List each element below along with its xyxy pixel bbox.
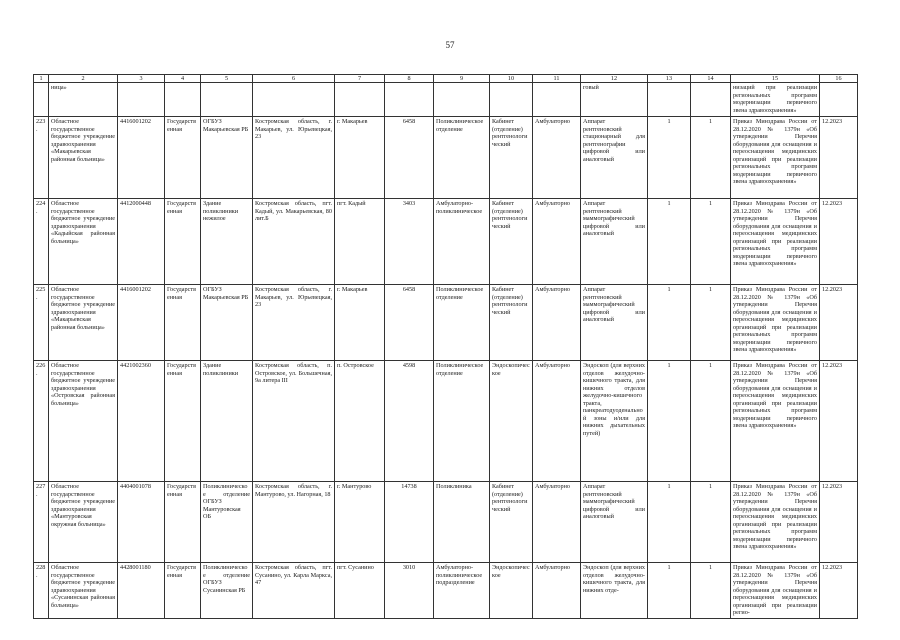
room-cell: Кабинет (отделение) рентгенологический <box>490 199 533 285</box>
ownership-cell: Государственная <box>165 482 201 563</box>
header-cell: 16 <box>820 75 858 83</box>
department-cell: Поликлиническое отделение <box>434 285 490 361</box>
deadline-cell: 12.2023 <box>820 482 858 563</box>
building-cell: ОГБУЗ Макарьевская РБ <box>201 117 253 199</box>
ownership-cell: Государственная <box>165 199 201 285</box>
inn-cell: 4421002360 <box>118 361 165 482</box>
quantity-cell: 1 <box>691 563 731 619</box>
deadline-cell: 12.2023 <box>820 199 858 285</box>
header-cell: 4 <box>165 75 201 83</box>
header-cell: 12 <box>581 75 648 83</box>
address-cell: Костромская область, г. Мантурово, ул. Нагорная, 18 <box>253 482 335 563</box>
building-cell: Здание поликлиники нежилое <box>201 199 253 285</box>
cont-cell <box>385 83 434 117</box>
header-cell: 15 <box>731 75 820 83</box>
care-type-cell: Амбулаторно <box>533 199 581 285</box>
page-number: 57 <box>445 40 455 50</box>
registry-row <box>34 361 858 482</box>
address-cell: Костромская область, г. Макарьев, ул. Юрьевецкая, 23 <box>253 117 335 199</box>
registry-row <box>34 285 858 361</box>
row-number-cell: 227. <box>34 482 49 563</box>
organization-cell: Областное государственное бюджетное учреждение здравоохранения «Сусанинская районная больница» <box>49 563 118 619</box>
address-cell: Костромская область, г. Макарьев, ул. Юрьевецкая, 23 <box>253 285 335 361</box>
address-cell: Костромская область, пгт. Сусанино, ул. Карла Маркса, 47 <box>253 563 335 619</box>
cont-order-cell: низаций при реализации региональных программ модернизации первичного звена здравоохранения» <box>731 83 820 117</box>
cont-cell <box>253 83 335 117</box>
room-cell: Эндоскопическое <box>490 563 533 619</box>
header-cell: 14 <box>691 75 731 83</box>
settlement-cell: г. Макарьев <box>335 117 385 199</box>
order-cell: Приказ Минздрава России от 28.12.2020 № 1379н «Об утверждении Перечня оборудования для оснащения и переоснащения медицинских организаций при реализации региональных программ модернизации первичного звена здравоохранения» <box>731 117 820 199</box>
registry-row <box>34 199 858 285</box>
care-type-cell: Амбулаторно <box>533 482 581 563</box>
equipment-cell: Аппарат рентгеновский маммографический цифровой или аналоговый <box>581 285 648 361</box>
building-cell: ОГБУЗ Макарьевская РБ <box>201 285 253 361</box>
room-cell: Эндоскопическое <box>490 361 533 482</box>
organization-cell: Областное государственное бюджетное учреждение здравоохранения «Островская районная больница» <box>49 361 118 482</box>
equipment-cell: Эндоскоп (для верхних отделов желудочно-кишечного тракта, для нижних отделов желудочно-кишечного тракта, панкреатодуоденальной зоны и/или для нижних дыхательных путей) <box>581 361 648 482</box>
address-cell: Костромская область, п. Островское, ул. Большечная, 9а литера III <box>253 361 335 482</box>
department-cell: Поликлиника <box>434 482 490 563</box>
deadline-cell: 12.2023 <box>820 117 858 199</box>
row-number-cell: 225. <box>34 285 49 361</box>
inn-cell: 4428001180 <box>118 563 165 619</box>
inn-cell: 4404001078 <box>118 482 165 563</box>
header-cell: 7 <box>335 75 385 83</box>
equipment-cell: Аппарат рентгеновский стационарный для рентгенографии цифровой или аналоговый <box>581 117 648 199</box>
quantity-cell: 1 <box>691 117 731 199</box>
settlement-cell: пгт. Кадый <box>335 199 385 285</box>
population-cell: 6458 <box>385 117 434 199</box>
organization-cell: Областное государственное бюджетное учреждение здравоохранения «Макарьевская районная больница» <box>49 285 118 361</box>
header-cell: 3 <box>118 75 165 83</box>
cont-cell <box>490 83 533 117</box>
cont-cell <box>820 83 858 117</box>
deadline-cell: 12.2023 <box>820 285 858 361</box>
room-cell: Кабинет (отделение) рентгенологический <box>490 117 533 199</box>
registry-row <box>34 563 858 619</box>
care-type-cell: Амбулаторно <box>533 117 581 199</box>
order-cell: Приказ Минздрава России от 28.12.2020 № 1379н «Об утверждении Перечня оборудования для оснащения и переоснащения медицинских организаций при реализации региональных программ модернизации первичного звена здравоохранения» <box>731 482 820 563</box>
equipment-cell: Аппарат рентгеновский маммографический цифровой или аналоговый <box>581 482 648 563</box>
address-cell: Костромская область, пгт. Кадый, ул. Макарьевская, 80 лит.Б <box>253 199 335 285</box>
cont-cell <box>648 83 691 117</box>
ownership-cell: Государственная <box>165 117 201 199</box>
registry-row <box>34 482 858 563</box>
inn-cell: 4416001202 <box>118 117 165 199</box>
department-cell: Амбулаторно-поликлиническое <box>434 199 490 285</box>
order-cell: Приказ Минздрава России от 28.12.2020 № 1379н «Об утверждении Перечня оборудования для оснащения и переоснащения медицинских организаций при реализации региональных программ модернизации первичного звена здравоохранения» <box>731 361 820 482</box>
row-number-cell: 228. <box>34 563 49 619</box>
inn-cell: 4416001202 <box>118 285 165 361</box>
header-cell: 13 <box>648 75 691 83</box>
inn-cell: 4412000448 <box>118 199 165 285</box>
cont-cell <box>434 83 490 117</box>
settlement-cell: г. Макарьев <box>335 285 385 361</box>
room-cell: Кабинет (отделение) рентгенологический <box>490 285 533 361</box>
population-cell: 3403 <box>385 199 434 285</box>
ownership-cell: Государственная <box>165 285 201 361</box>
row-number-cell: 224. <box>34 199 49 285</box>
cont-cell <box>201 83 253 117</box>
department-cell: Поликлиническое отделение <box>434 361 490 482</box>
header-cell: 5 <box>201 75 253 83</box>
equipment-cell: Эндоскоп (для верхних отделов желудочно-кишечного тракта, для нижних отде- <box>581 563 648 619</box>
settlement-cell: г. Мантурово <box>335 482 385 563</box>
settlement-cell: п. Островское <box>335 361 385 482</box>
population-cell: 14738 <box>385 482 434 563</box>
quantity-cell: 1 <box>648 285 691 361</box>
header-cell: 1 <box>34 75 49 83</box>
population-cell: 3010 <box>385 563 434 619</box>
header-cell: 6 <box>253 75 335 83</box>
quantity-cell: 1 <box>691 361 731 482</box>
population-cell: 6458 <box>385 285 434 361</box>
cont-org-cell: ница» <box>49 83 118 117</box>
organization-cell: Областное государственное бюджетное учреждение здравоохранения «Макарьевская районная больница» <box>49 117 118 199</box>
cont-cell <box>691 83 731 117</box>
quantity-cell: 1 <box>648 563 691 619</box>
ownership-cell: Государственная <box>165 563 201 619</box>
deadline-cell: 12.2023 <box>820 563 858 619</box>
registry-row <box>34 117 858 199</box>
order-cell: Приказ Минздрава России от 28.12.2020 № 1379н «Об утверждении Перечня оборудования для оснащения и переоснащения медицинских организаций при реализации регио- <box>731 563 820 619</box>
cont-equipment-cell: говый <box>581 83 648 117</box>
care-type-cell: Амбулаторно <box>533 285 581 361</box>
department-cell: Поликлиническое отделение <box>434 117 490 199</box>
building-cell: Поликлиническое отделение ОГБУЗ Сусанинская РБ <box>201 563 253 619</box>
cont-cell <box>533 83 581 117</box>
care-type-cell: Амбулаторно <box>533 361 581 482</box>
cont-cell <box>34 83 49 117</box>
quantity-cell: 1 <box>691 482 731 563</box>
quantity-cell: 1 <box>648 482 691 563</box>
column-number-header-row <box>34 75 858 83</box>
building-cell: Здание поликлиники <box>201 361 253 482</box>
organization-cell: Областное государственное бюджетное учреждение здравоохранения «Мантуровская окружная больница» <box>49 482 118 563</box>
header-cell: 9 <box>434 75 490 83</box>
settlement-cell: пгт. Сусанино <box>335 563 385 619</box>
cont-cell <box>118 83 165 117</box>
quantity-cell: 1 <box>691 285 731 361</box>
header-cell: 11 <box>533 75 581 83</box>
deadline-cell: 12.2023 <box>820 361 858 482</box>
quantity-cell: 1 <box>691 199 731 285</box>
row-number-cell: 226. <box>34 361 49 482</box>
cont-cell <box>165 83 201 117</box>
department-cell: Амбулаторно-поликлиническое подразделение <box>434 563 490 619</box>
quantity-cell: 1 <box>648 361 691 482</box>
header-cell: 8 <box>385 75 434 83</box>
population-cell: 4598 <box>385 361 434 482</box>
header-cell: 2 <box>49 75 118 83</box>
building-cell: Поликлиническое отделение ОГБУЗ Мантуровская ОБ <box>201 482 253 563</box>
continuation-row <box>34 83 858 117</box>
equipment-cell: Аппарат рентгеновский маммографический цифровой или аналоговый <box>581 199 648 285</box>
ownership-cell: Государственная <box>165 361 201 482</box>
room-cell: Кабинет (отделение) рентгенологический <box>490 482 533 563</box>
order-cell: Приказ Минздрава России от 28.12.2020 № 1379н «Об утверждении Перечня оборудования для оснащения и переоснащения медицинских организаций при реализации региональных программ модернизации первичного звена здравоохранения» <box>731 199 820 285</box>
organization-cell: Областное государственное бюджетное учреждение здравоохранения «Кадыйская районная больница» <box>49 199 118 285</box>
quantity-cell: 1 <box>648 117 691 199</box>
row-number-cell: 223. <box>34 117 49 199</box>
quantity-cell: 1 <box>648 199 691 285</box>
care-type-cell: Амбулаторно <box>533 563 581 619</box>
equipment-registry-table <box>33 74 858 619</box>
header-cell: 10 <box>490 75 533 83</box>
cont-cell <box>335 83 385 117</box>
order-cell: Приказ Минздрава России от 28.12.2020 № 1379н «Об утверждении Перечня оборудования для оснащения и переоснащения медицинских организаций при реализации региональных программ модернизации первичного звена здравоохранения» <box>731 285 820 361</box>
